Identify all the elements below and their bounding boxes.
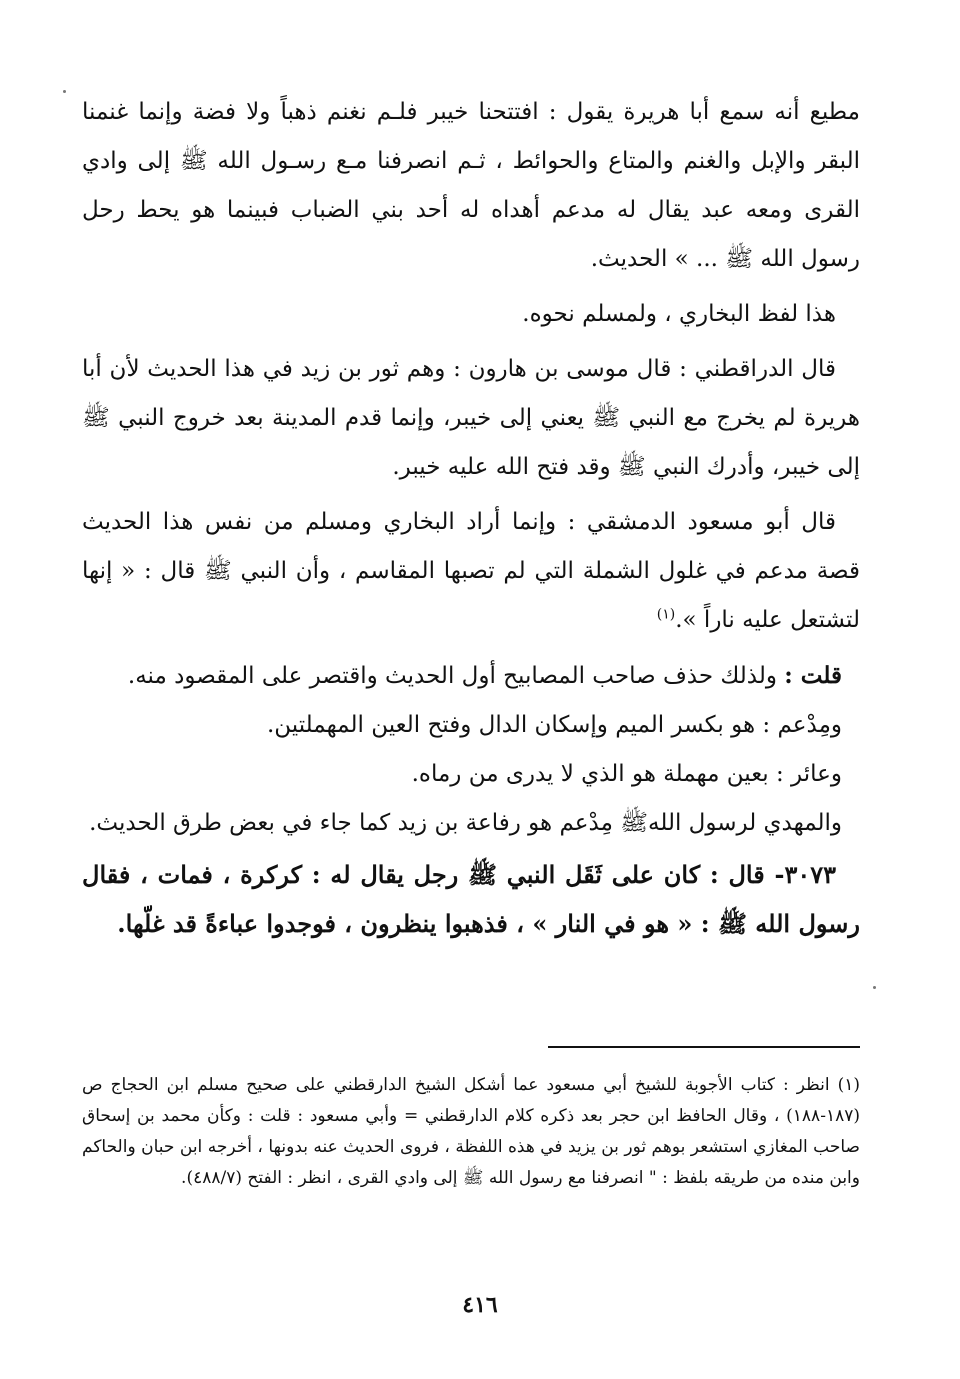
- qult-text: ولذلك حذف صاحب المصابيح أول الحديث واقتصر على المقصود منه.: [127, 663, 777, 689]
- paragraph: مطيع أنه سمع أبا هريرة يقول : افتتحنا خيبر فلـم نغنم ذهباً ولا فضة وإنما غنمنا البقر والإبل والغنم والمتاع والحوائط ، ثـم انصرفنا مـع رسـول الله ﷺ إلى وادي القرى ومعه عبد يقال له مدعم أهداه له أحد بني الضباب فبينما هو يحط رحل رسول الله ﷺ ... » الحديث.: [82, 99, 860, 272]
- footnote: [82, 1070, 860, 1194]
- paragraph-text: قال أبو مسعود الدمشقي : وإنما أراد البخاري ومسلم من نفس هذا الحديث قصة مدعم في غلول الشملة التي لم تصبها المقاسم ، وأن النبي ﷺ قال : « إنها لتشتعل عليه ناراً ».: [82, 509, 860, 633]
- hadith-text: ٣٠٧٣- قال : كان على ثَقَل النبي ﷺ رجل يقال له : كركرة ، فمات ، فقال رسول الله ﷺ : « هو في النار » ، فذهبوا ينظرون ، فوجدوا عباءةً قد غلّها.: [82, 860, 860, 938]
- scan-speck: [873, 986, 876, 989]
- footnote-text: (١) انظر : كتاب الأجوبة للشيخ أبي مسعود عما أشكل الشيخ الدارقطني على صحيح مسلم ابن الحجاج ص (١٨٧-١٨٨) ، وقال الحافظ ابن حجر بعد ذكره كلام الدارقطني = وأبي مسعود : قلت : وكأن محمد بن إسحاق صاحب المغازي استشعر بوهم ثور بن يزيد في هذه اللفظة ، فروى الحديث عنه بدونها ، أخرجه ابن حبان والحاكم وابن منده من طريقه بلفظ : " انصرفنا مع رسول الله ﷺ إلى وادي القرى ، انظر : الفتح (٤٨٨/٧).: [82, 1075, 860, 1188]
- note-line: ومِدْعم : هو بكسر الميم وإسكان الدال وفتح العين المهملتين.: [266, 712, 842, 738]
- qult-label: قلت :: [784, 662, 842, 689]
- main-text: [82, 88, 860, 948]
- paragraph: قال الدراقطني : قال موسى بن هارون : وهم ثور بن زيد في هذا الحديث لأن أبا هريرة لم يخرج مع النبي ﷺ يعني إلى خيبر، وإنما قدم المدينة بعد خروج النبي ﷺ إلى خيبر، وأدرك النبي ﷺ وقد فتح الله عليه خيبر.: [82, 356, 860, 480]
- page-number: ٤١٦: [462, 1292, 498, 1318]
- footnote-separator: [548, 1046, 860, 1048]
- paragraph: هذا لفظ البخاري ، ولمسلم نحوه.: [522, 301, 836, 327]
- paragraph: [82, 498, 860, 645]
- qult-paragraph: [82, 651, 860, 701]
- note-line: وعائر : بعين مهملة هو الذي لا يدرى من رماه.: [411, 761, 842, 787]
- scan-speck: [63, 90, 66, 93]
- note-line: والمهدي لرسول اللهﷺ مِدْعم هو رفاعة بن زيد كما جاء في بعض طرق الحديث.: [89, 810, 842, 836]
- footnote-reference: (١): [656, 606, 676, 623]
